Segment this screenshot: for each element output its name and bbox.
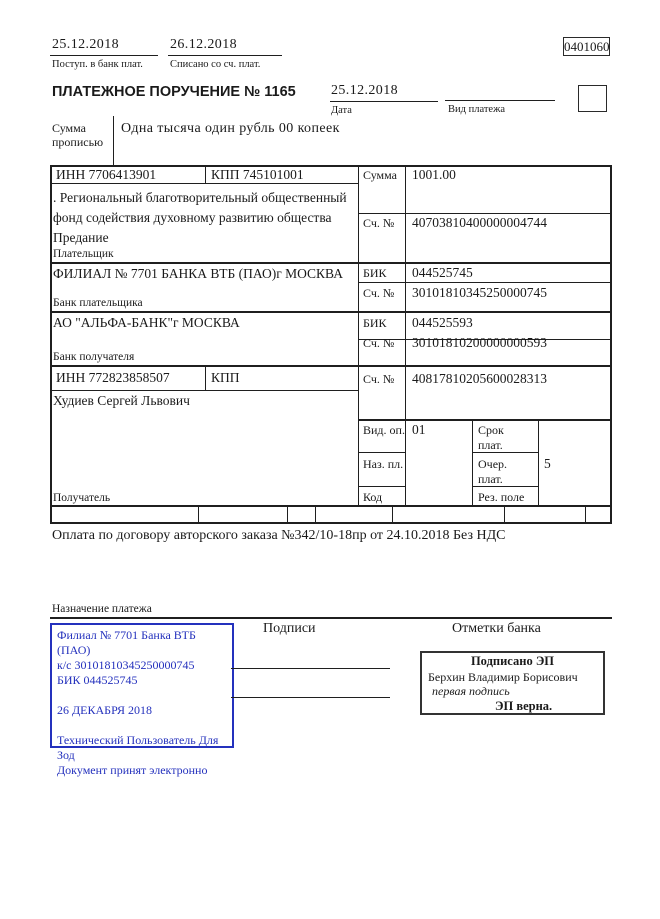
- table-border: [50, 390, 358, 391]
- bank-electronic-stamp: [50, 623, 234, 777]
- payer-bank-account-label: Сч. №: [363, 286, 395, 300]
- table-border: [358, 213, 612, 214]
- table-border: [50, 365, 612, 367]
- table-border: [358, 165, 359, 505]
- table-border: [50, 522, 612, 524]
- amount-words-value: Одна тысяча один рубль 00 копеек: [121, 121, 340, 136]
- table-border: [287, 505, 288, 522]
- table-border: [50, 183, 358, 184]
- payer-bank-bik-value: 044525745: [412, 265, 473, 280]
- bank-stamp-line: к/с 30101810345250000745: [57, 658, 195, 672]
- payer-bank-name: ФИЛИАЛ № 7701 БАНКА ВТБ (ПАО)г МОСКВА: [53, 266, 343, 281]
- form-code-box: 0401060: [564, 39, 610, 54]
- payer-account-value: 40703810400000004744: [412, 215, 547, 230]
- purpose-text: Оплата по договору авторского заказа №342/10-18пр от 24.10.2018 Без НДС: [52, 528, 506, 543]
- table-border: [358, 282, 612, 283]
- purpose-code-label: Наз. пл.: [363, 457, 404, 471]
- payment-type-field: [445, 83, 555, 115]
- table-border: [205, 165, 206, 183]
- table-border: [504, 505, 505, 522]
- payer-kpp: КПП 745101001: [211, 167, 304, 182]
- table-border: [198, 505, 199, 522]
- payee-bank-account-value: 30101810200000000593: [412, 335, 547, 350]
- payment-type-label: Вид платежа: [448, 104, 506, 115]
- table-border: [50, 505, 612, 507]
- table-border: [50, 262, 612, 264]
- payee-section-label: Получатель: [53, 492, 111, 504]
- payer-bank-section-label: Банк плательщика: [53, 297, 143, 309]
- table-border: [538, 419, 539, 505]
- payee-account-value: 40817810205600028313: [412, 371, 547, 386]
- payee-inn: ИНН 772823858507: [56, 370, 170, 385]
- table-border: [392, 505, 393, 522]
- table-border: [50, 617, 612, 619]
- table-border: [315, 505, 316, 522]
- sum-label: Сумма: [363, 168, 397, 182]
- code-label: Код: [363, 490, 383, 504]
- bank-stamp-line: БИК 044525745: [57, 673, 138, 687]
- signature-line: [231, 668, 390, 669]
- payment-type-value-blank: [445, 83, 555, 101]
- payee-name: Худиев Сергей Львович: [53, 393, 190, 408]
- signature-stamp-sub: первая подпись: [432, 684, 510, 698]
- date-field-value: 25.12.2018: [330, 83, 438, 102]
- signatures-header: Подписи: [263, 621, 316, 636]
- payee-kpp-label: КПП: [211, 370, 240, 385]
- table-border: [358, 419, 612, 421]
- received-date-value: 25.12.2018: [50, 37, 158, 56]
- table-border: [610, 165, 612, 524]
- debited-date-field: [168, 37, 282, 70]
- payer-account-label: Сч. №: [363, 216, 395, 230]
- signature-stamp-name: Берхин Владимир Борисович: [428, 669, 578, 684]
- bank-stamp-line: Документ принят электронно: [57, 763, 208, 777]
- payment-term-label: Срок плат.: [478, 423, 504, 452]
- received-date-label: Поступ. в банк плат.: [52, 59, 143, 70]
- table-border: [358, 486, 405, 487]
- reserve-field-label: Рез. поле: [478, 490, 525, 504]
- table-border: [50, 165, 52, 524]
- op-type-value: 01: [412, 422, 426, 437]
- bank-stamp-date: 26 ДЕКАБРЯ 2018: [57, 703, 152, 717]
- debited-date-value: 26.12.2018: [168, 37, 282, 56]
- payment-kind-checkbox: [578, 85, 607, 112]
- table-border: [50, 311, 612, 313]
- payer-inn: ИНН 7706413901: [56, 167, 157, 182]
- table-border: [205, 365, 206, 390]
- amount-words-label: Сумма прописью: [52, 121, 104, 149]
- purpose-section-label: Назначение платежа: [52, 603, 152, 615]
- signature-line: [231, 697, 390, 698]
- sum-value: 1001.00: [412, 167, 456, 182]
- signature-stamp: [420, 651, 605, 715]
- signature-stamp-title: Подписано ЭП: [470, 654, 555, 668]
- payee-bank-section-label: Банк получателя: [53, 351, 135, 363]
- debited-date-label: Списано со сч. плат.: [170, 59, 261, 70]
- payee-bank-bik-label: БИК: [363, 316, 387, 330]
- received-date-field: [50, 37, 158, 70]
- table-border: [472, 419, 473, 505]
- payer-section-label: Плательщик: [53, 248, 114, 260]
- table-border: [358, 452, 405, 453]
- bank-stamp-line: Зод: [57, 748, 75, 762]
- op-type-label: Вид. оп.: [363, 423, 405, 437]
- payer-bank-account-value: 30101810345250000745: [412, 285, 547, 300]
- table-border: [585, 505, 586, 522]
- divider-line: [113, 116, 114, 165]
- bank-stamp-line: Технический Пользователь Для: [57, 733, 219, 747]
- payee-bank-bik-value: 044525593: [412, 315, 473, 330]
- document-title: ПЛАТЕЖНОЕ ПОРУЧЕНИЕ № 1165: [52, 84, 296, 100]
- payer-name: . Региональный благотворительный общественный фонд содействия духовному развитию общества Предание: [53, 190, 347, 245]
- table-border: [405, 165, 406, 505]
- priority-label: Очер. плат.: [478, 457, 508, 486]
- signature-stamp-verified: ЭП верна.: [495, 698, 553, 713]
- date-field-label: Дата: [331, 105, 352, 116]
- payee-bank-account-label: Сч. №: [363, 336, 395, 350]
- payer-bank-bik-label: БИК: [363, 266, 387, 280]
- bank-marks-header: Отметки банка: [452, 621, 541, 636]
- payee-bank-name: АО "АЛЬФА-БАНК"г МОСКВА: [53, 315, 240, 330]
- payee-account-label: Сч. №: [363, 372, 395, 386]
- date-field: [330, 83, 438, 116]
- bank-stamp-line: Филиал № 7701 Банка ВТБ (ПАО): [57, 628, 196, 657]
- priority-value: 5: [544, 456, 551, 471]
